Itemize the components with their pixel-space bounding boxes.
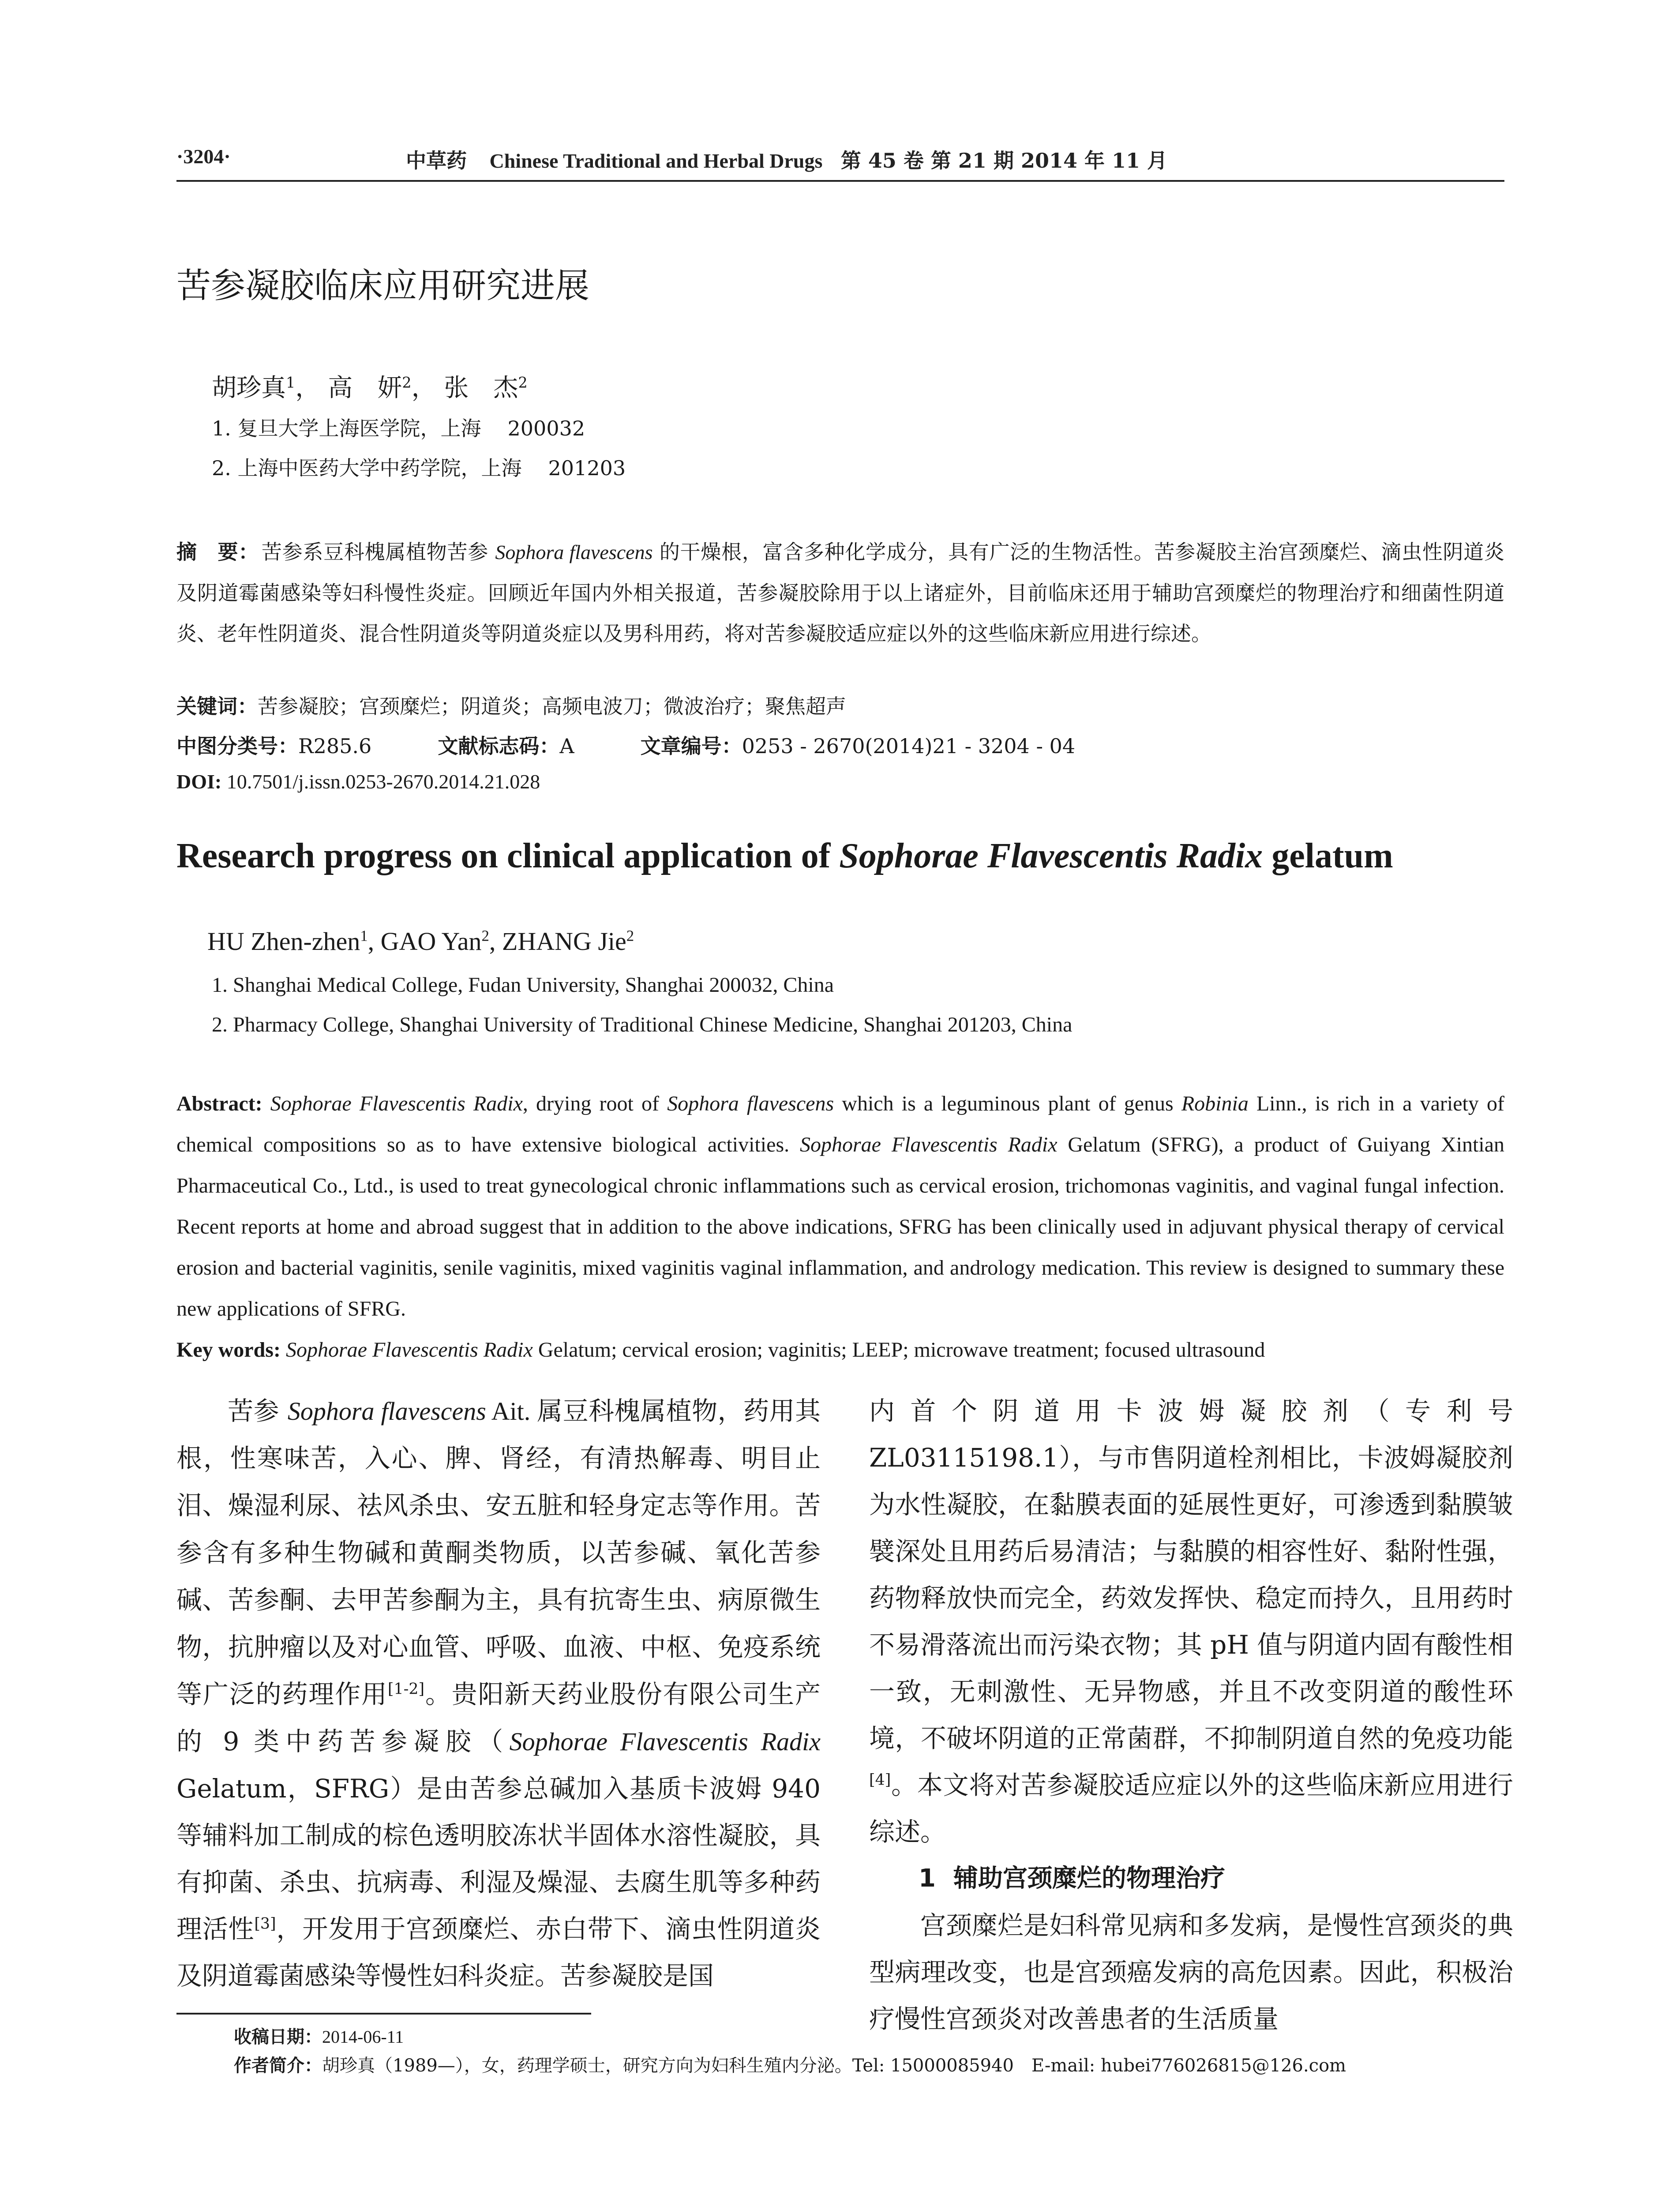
doc-code-label: 文献标志码：: [438, 734, 560, 758]
affiliation-en: 2. Pharmacy College, Shanghai University of Traditional Chinese Medicine, Shanghai 201203, China: [212, 1013, 1072, 1036]
title-text: Research progress on clinical application of: [176, 837, 840, 875]
footnote-received: [234, 2023, 404, 2048]
author-bio-label: 作者简介：: [234, 2056, 322, 2076]
affiliation-text: 2. 上海中医药大学中药学院，上海: [212, 456, 522, 480]
keywords-text-en: Gelatum; cervical erosion; vaginitis; LEEP; microwave treatment; focused ultrasound: [532, 1338, 1265, 1362]
postal-code: 200032: [507, 416, 585, 440]
author-name: ZHANG Jie: [502, 927, 626, 956]
journal-name: [406, 145, 1167, 174]
clc-label: 中图分类号：: [176, 734, 298, 758]
body-paragraph: [869, 1388, 1513, 1855]
body-column-right: [869, 1388, 1513, 2042]
doc-code: A: [559, 734, 574, 758]
postal-code: 201203: [548, 456, 626, 480]
affiliation-en: 1. Shanghai Medical College, Fudan University, Shanghai 200032, China: [212, 973, 834, 997]
keywords-label-en: Key words:: [176, 1338, 281, 1362]
citation: [4]: [869, 1771, 891, 1789]
body-column-left: [176, 1388, 821, 1999]
received-date: 2014-06-11: [322, 2027, 404, 2047]
abstract-en: [176, 1083, 1504, 1370]
title-italic: Sophorae Flavescentis Radix: [839, 837, 1263, 875]
classification-line: [176, 730, 1075, 759]
article-number-label: 文章编号：: [640, 734, 742, 758]
body-paragraph: 宫颈糜烂是妇科常见病和多发病，是慢性宫颈炎的典型病理改变，也是宫颈癌发病的高危因素。因此，积极治疗慢性宫颈炎对改善患者的生活质量: [869, 1910, 1513, 2034]
keywords-text: 苦参凝胶；宫颈糜烂；阴道炎；高频电波刀；微波治疗；聚焦超声: [258, 694, 846, 718]
footnote-author: [234, 2052, 1346, 2077]
doi-line: [176, 770, 540, 793]
body-text: 。贵阳新天药业股份有限公司生产的 9 类中药苦参凝胶（: [176, 1679, 821, 1756]
body-text: 。本文将对苦参凝胶适应症以外的这些临床新应用进行综述。: [869, 1770, 1513, 1847]
abstract-text: which is a leguminous plant of genus: [834, 1092, 1181, 1115]
journal-name-en: Chinese Traditional and Herbal Drugs: [489, 150, 823, 172]
authors-cn: 胡珍真$^1$， 高 妍$^2$， 张 杰$^2$: [212, 374, 528, 402]
author-name: HU Zhen-zhen: [207, 927, 360, 956]
body-text: 苦参: [228, 1396, 288, 1426]
section-number: 1: [919, 1864, 936, 1893]
article-number: 0253 - 2670(2014)21 - 3204 - 04: [742, 734, 1076, 758]
abstract-label: Abstract:: [176, 1092, 262, 1115]
italic-term: Sophorae Flavescentis Radix: [799, 1133, 1058, 1156]
author-affiliation-mark: 1: [360, 927, 368, 945]
italic-term: Sophorae Flavescentis Radix: [285, 1338, 533, 1362]
article-title-cn: 苦参凝胶临床应用研究进展: [176, 266, 590, 306]
author-affiliation-mark: 2: [626, 927, 634, 945]
abstract-text: , drying root of: [522, 1092, 668, 1115]
author-bio: 胡珍真（1989—），女，药理学硕士，研究方向为妇科生殖内分泌。Tel: 15000085940 E-mail: hubei776026815@126.com: [322, 2056, 1346, 2076]
author-name: 胡珍真: [212, 374, 286, 402]
affiliation-cn: [212, 413, 585, 442]
clc-number: R285.6: [298, 734, 372, 758]
title-text: gelatum: [1263, 837, 1393, 875]
doi-value: 10.7501/j.issn.0253-2670.2014.21.028: [226, 770, 540, 793]
body-text: Ait. 属豆科槐属植物，药用其根，性寒味苦，入心、脾、肾经，有清热解毒、明目止泪、燥湿利尿、祛风杀虫、安五脏和轻身定志等作用。苦参含有多种生物碱和黄酮类物质，以苦参碱、氧化苦参碱、苦参酮、去甲苦参酮为主，具有抗寄生虫、病原微生物，抗肿瘤以及对心血管、呼吸、血液、中枢、免疫系统等广泛的药理作用: [176, 1397, 821, 1709]
body-text: 内首个阴道用卡波姆凝胶剂（专利号 ZL03115198.1），与市售阴道栓剂相比，卡波姆凝胶剂为水性凝胶，在黏膜表面的延展性更好，可渗透到黏膜皱襞深处且用药后易清洁；与黏膜的相容性好、黏附性强，药物释放快而完全，药效发挥快、稳定而持久，且用药时不易滑落流出而污染衣物；其 pH 值与阴道内固有酸性相一致，无刺激性、无异物感，并且不改变阴道的酸性环境，不破坏阴道的正常菌群，不抑制阴道自然的免疫功能: [869, 1396, 1513, 1753]
journal-name-cn: 中草药: [406, 149, 467, 173]
journal-issue: 第 45 卷 第 21 期 2014 年 11 月: [840, 149, 1168, 173]
citation: [1-2]: [387, 1680, 425, 1698]
author-affiliation-mark: 2: [481, 927, 489, 945]
italic-term: Sophorae Flavescentis Radix: [270, 1092, 523, 1115]
section-heading: [869, 1855, 1513, 1902]
footnote-divider: [176, 2013, 591, 2015]
abstract-label: 摘 要：: [176, 540, 259, 564]
abstract-text: 苦参系豆科槐属植物苦参: [261, 540, 495, 564]
species-name: Sophora flavescens: [495, 541, 653, 563]
body-text: ，开发用于宫颈糜烂、赤白带下、滴虫性阴道炎及阴道霉菌感染等慢性妇科炎症。苦参凝胶是国: [176, 1914, 821, 1991]
received-label: 收稿日期：: [234, 2027, 322, 2047]
doi-label: DOI:: [176, 770, 222, 793]
body-text: Gelatum，SFRG）是由苦参总碱加入基质卡波姆 940 等辅料加工制成的棕色透明胶冻状半固体水溶性凝胶，具有抑菌、杀虫、抗病毒、利湿及燥湿、去腐生肌等多种药理活性: [176, 1774, 821, 1944]
author-name: 高 妍: [328, 374, 402, 402]
abstract-text: Linn., is rich in a variety of chemical compositions so as to have extensive biological activities.: [176, 1092, 1505, 1156]
affiliation-text: 1. 复旦大学上海医学院，上海: [212, 416, 481, 440]
body-paragraph: [176, 1388, 821, 1999]
citation: [3]: [254, 1915, 276, 1933]
species-name: Sophorae Flavescentis Radix: [509, 1727, 821, 1756]
italic-term: Robinia: [1181, 1092, 1249, 1115]
section-title: 辅助宫颈糜烂的物理治疗: [953, 1864, 1225, 1893]
article-title-en: [176, 836, 1544, 876]
page-number: ·3204·: [176, 145, 231, 168]
author-name: 张 杰: [444, 374, 518, 402]
abstract-cn: [176, 532, 1504, 654]
abstract-text: 的干燥根，富含多种化学成分，具有广泛的生物活性。苦参凝胶主治宫颈糜烂、滴虫性阴道炎及阴道霉菌感染等妇科慢性炎症。回顾近年国内外相关报道，苦参凝胶除用于以上诸症外，目前临床还用于辅助宫颈糜烂的物理治疗和细菌性阴道炎、老年性阴道炎、混合性阴道炎等阴道炎症以及男科用药，将对苦参凝胶适应症以外的这些临床新应用进行综述。: [176, 540, 1505, 645]
running-header: [176, 140, 1504, 182]
keywords-cn: [176, 690, 846, 720]
author-affiliation-mark: 2: [518, 374, 528, 391]
author-affiliation-mark: 2: [402, 374, 412, 391]
affiliation-cn: [212, 452, 626, 481]
abstract-text: Gelatum (SFRG), a product of Guiyang Xintian Pharmaceutical Co., Ltd., is used to treat gynecological chronic inflammations such as cervical erosion, trichomonas vaginitis, and vaginal fungal infection. Recent reports at home and abroad suggest that in addition to the above indications, SFRG has been clinically used in adjuvant physical therapy of cervical erosion and bacterial vaginitis, senile vaginitis, mixed vaginitis vaginal inflammation, and andrology medication. This review is designed to summary these new applications of SFRG.: [176, 1133, 1505, 1321]
author-name: GAO Yan: [380, 927, 482, 956]
author-affiliation-mark: 1: [286, 374, 296, 391]
authors-en: HU Zhen-zhen$^1$, GAO Yan$^2$, ZHANG Jie$^2$: [207, 927, 634, 956]
keywords-label: 关键词：: [176, 694, 258, 718]
species-name: Sophora flavescens: [287, 1397, 486, 1426]
italic-term: Sophora flavescens: [667, 1092, 834, 1115]
